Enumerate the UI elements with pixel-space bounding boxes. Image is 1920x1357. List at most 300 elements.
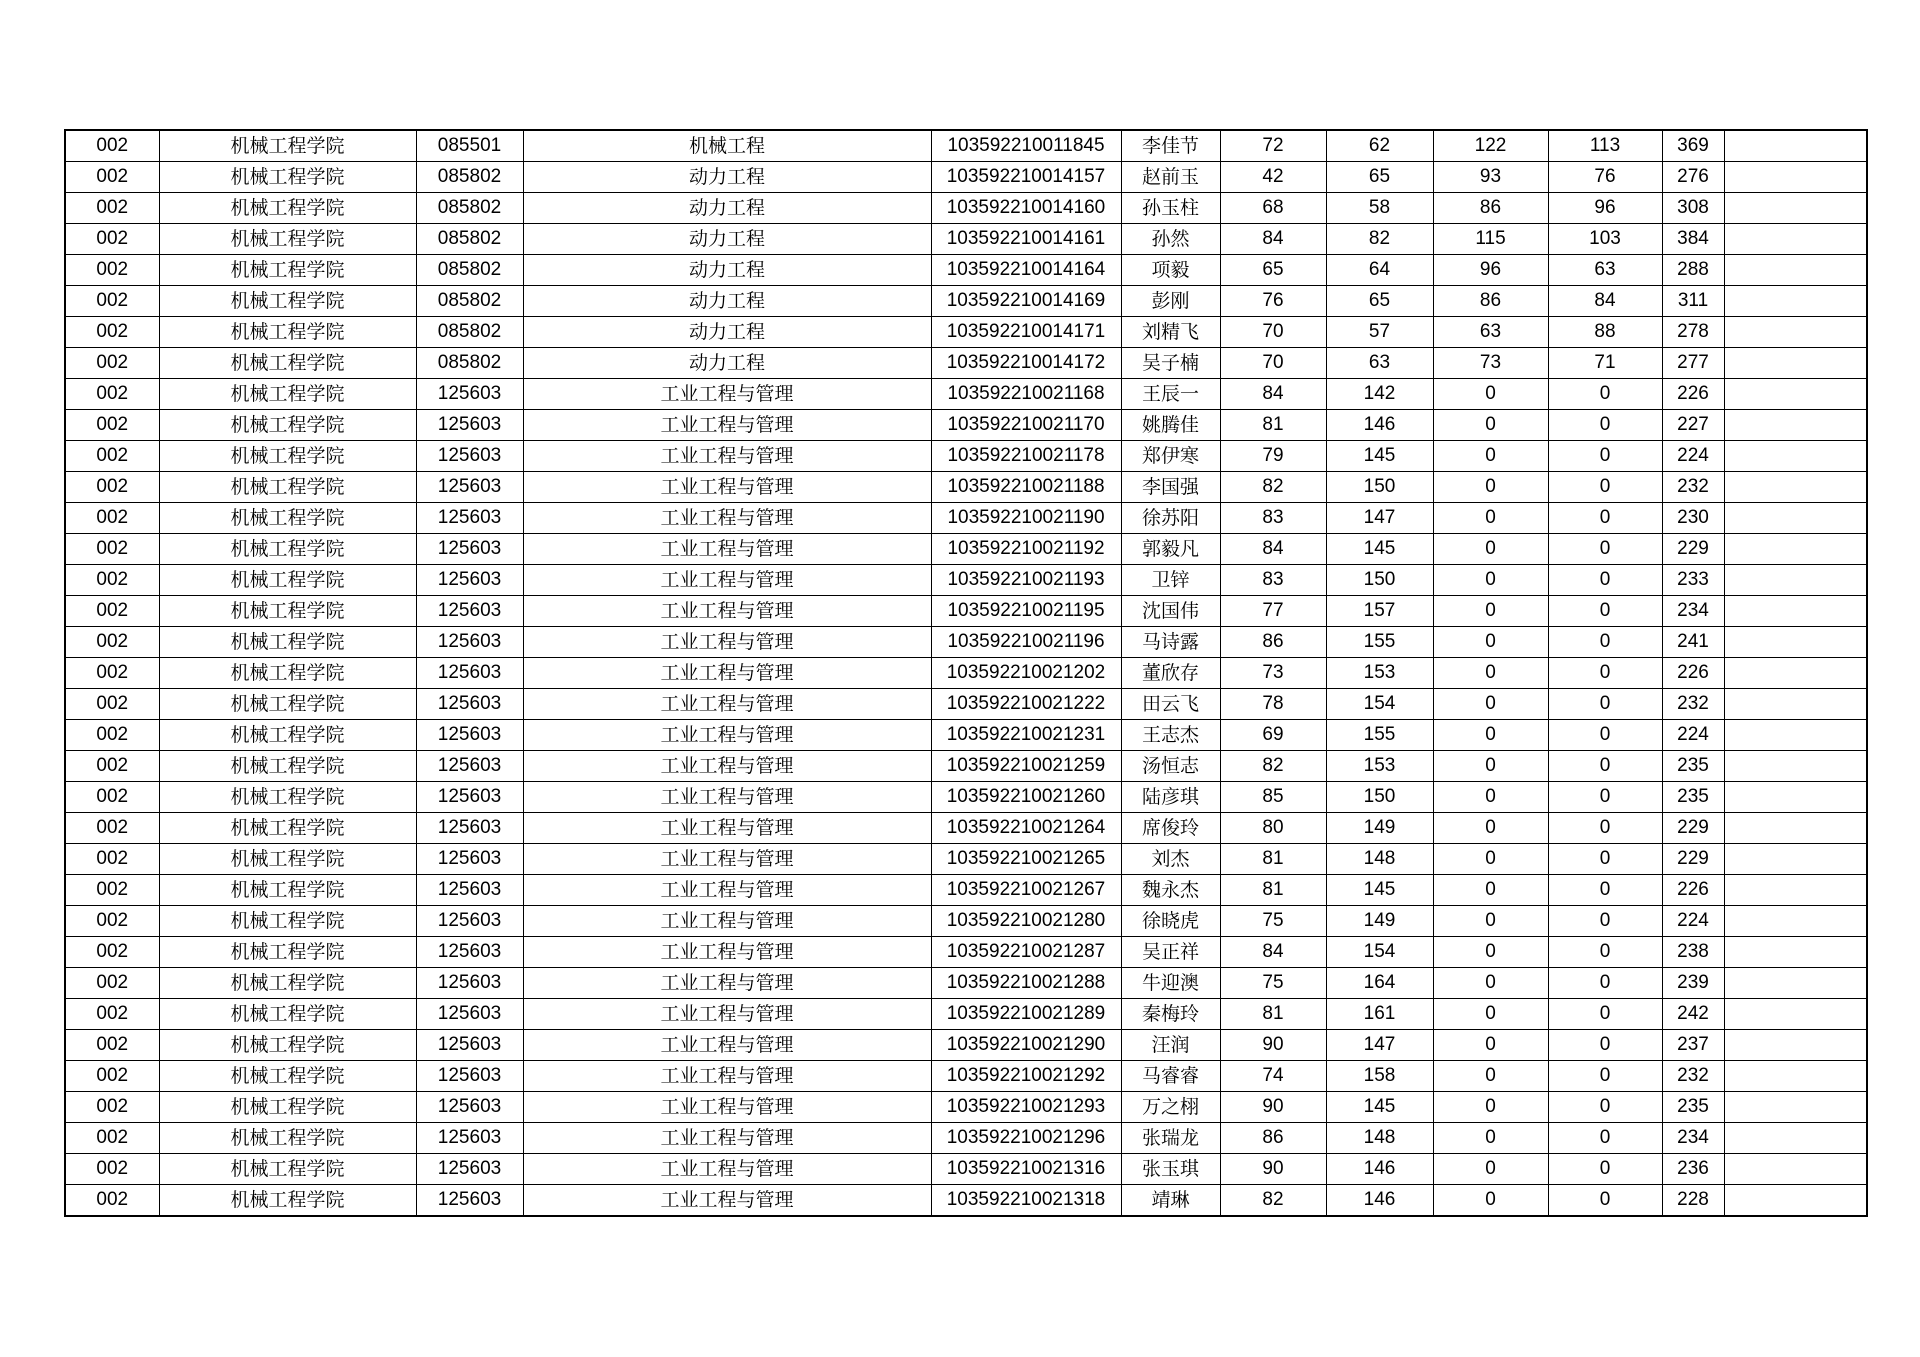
remark-cell <box>1724 720 1867 751</box>
table-row <box>65 1030 1867 1061</box>
score-politics-cell: 84 <box>1220 379 1326 410</box>
remark-cell <box>1724 782 1867 813</box>
score-politics-cell: 69 <box>1220 720 1326 751</box>
remark-cell <box>1724 1030 1867 1061</box>
major-code-cell: 125603 <box>416 627 523 658</box>
exam-id-cell: 103592210014172 <box>931 348 1121 379</box>
score-politics-cell: 90 <box>1220 1154 1326 1185</box>
score-foreign-language-cell: 58 <box>1326 193 1433 224</box>
remark-cell <box>1724 1123 1867 1154</box>
major-name-cell: 工业工程与管理 <box>523 1030 931 1061</box>
total-score-cell: 232 <box>1662 1061 1724 1092</box>
unit-code-cell: 002 <box>65 658 159 689</box>
score-course-1-cell: 0 <box>1433 782 1548 813</box>
score-course-1-cell: 0 <box>1433 689 1548 720</box>
score-foreign-language-cell: 145 <box>1326 534 1433 565</box>
unit-code-cell: 002 <box>65 286 159 317</box>
total-score-cell: 308 <box>1662 193 1724 224</box>
score-course-2-cell: 84 <box>1548 286 1662 317</box>
student-name-cell: 郑伊寒 <box>1121 441 1220 472</box>
score-course-2-cell: 0 <box>1548 813 1662 844</box>
remark-cell <box>1724 130 1867 162</box>
score-course-1-cell: 0 <box>1433 596 1548 627</box>
major-code-cell: 125603 <box>416 1092 523 1123</box>
unit-code-cell: 002 <box>65 875 159 906</box>
student-name-cell: 王辰一 <box>1121 379 1220 410</box>
major-name-cell: 动力工程 <box>523 286 931 317</box>
score-politics-cell: 74 <box>1220 1061 1326 1092</box>
score-course-2-cell: 0 <box>1548 379 1662 410</box>
major-name-cell: 工业工程与管理 <box>523 658 931 689</box>
exam-id-cell: 103592210021170 <box>931 410 1121 441</box>
college-cell: 机械工程学院 <box>159 906 416 937</box>
score-politics-cell: 75 <box>1220 906 1326 937</box>
unit-code-cell: 002 <box>65 348 159 379</box>
major-name-cell: 工业工程与管理 <box>523 751 931 782</box>
total-score-cell: 233 <box>1662 565 1724 596</box>
table-row <box>65 751 1867 782</box>
major-name-cell: 动力工程 <box>523 255 931 286</box>
major-code-cell: 085802 <box>416 317 523 348</box>
student-name-cell: 董欣存 <box>1121 658 1220 689</box>
total-score-cell: 237 <box>1662 1030 1724 1061</box>
major-code-cell: 125603 <box>416 472 523 503</box>
student-name-cell: 秦梅玲 <box>1121 999 1220 1030</box>
major-name-cell: 工业工程与管理 <box>523 968 931 999</box>
score-foreign-language-cell: 150 <box>1326 565 1433 596</box>
remark-cell <box>1724 999 1867 1030</box>
score-politics-cell: 70 <box>1220 348 1326 379</box>
student-name-cell: 张玉琪 <box>1121 1154 1220 1185</box>
total-score-cell: 234 <box>1662 1123 1724 1154</box>
score-foreign-language-cell: 150 <box>1326 782 1433 813</box>
major-code-cell: 125603 <box>416 565 523 596</box>
exam-id-cell: 103592210021178 <box>931 441 1121 472</box>
score-course-1-cell: 0 <box>1433 844 1548 875</box>
college-cell: 机械工程学院 <box>159 286 416 317</box>
score-foreign-language-cell: 150 <box>1326 472 1433 503</box>
college-cell: 机械工程学院 <box>159 1092 416 1123</box>
major-name-cell: 工业工程与管理 <box>523 906 931 937</box>
unit-code-cell: 002 <box>65 193 159 224</box>
table-row <box>65 813 1867 844</box>
table-row <box>65 410 1867 441</box>
score-politics-cell: 83 <box>1220 503 1326 534</box>
major-name-cell: 工业工程与管理 <box>523 875 931 906</box>
major-name-cell: 工业工程与管理 <box>523 596 931 627</box>
total-score-cell: 236 <box>1662 1154 1724 1185</box>
score-course-1-cell: 122 <box>1433 130 1548 162</box>
student-name-cell: 席俊玲 <box>1121 813 1220 844</box>
major-code-cell: 125603 <box>416 689 523 720</box>
unit-code-cell: 002 <box>65 162 159 193</box>
college-cell: 机械工程学院 <box>159 1123 416 1154</box>
score-politics-cell: 81 <box>1220 999 1326 1030</box>
major-name-cell: 工业工程与管理 <box>523 1092 931 1123</box>
table-row <box>65 627 1867 658</box>
student-name-cell: 靖琳 <box>1121 1185 1220 1217</box>
score-course-2-cell: 0 <box>1548 441 1662 472</box>
college-cell: 机械工程学院 <box>159 130 416 162</box>
score-course-2-cell: 103 <box>1548 224 1662 255</box>
student-name-cell: 徐苏阳 <box>1121 503 1220 534</box>
score-course-2-cell: 0 <box>1548 1030 1662 1061</box>
score-course-2-cell: 0 <box>1548 1154 1662 1185</box>
remark-cell <box>1724 162 1867 193</box>
score-course-1-cell: 93 <box>1433 162 1548 193</box>
student-name-cell: 田云飞 <box>1121 689 1220 720</box>
table-row <box>65 348 1867 379</box>
score-course-2-cell: 0 <box>1548 503 1662 534</box>
table-row <box>65 130 1867 162</box>
unit-code-cell: 002 <box>65 1185 159 1217</box>
college-cell: 机械工程学院 <box>159 968 416 999</box>
remark-cell <box>1724 534 1867 565</box>
college-cell: 机械工程学院 <box>159 379 416 410</box>
score-foreign-language-cell: 154 <box>1326 689 1433 720</box>
score-course-1-cell: 0 <box>1433 937 1548 968</box>
score-course-2-cell: 0 <box>1548 968 1662 999</box>
table-row <box>65 720 1867 751</box>
exam-id-cell: 103592210014157 <box>931 162 1121 193</box>
score-course-1-cell: 0 <box>1433 1154 1548 1185</box>
major-code-cell: 125603 <box>416 875 523 906</box>
exam-id-cell: 103592210021264 <box>931 813 1121 844</box>
score-foreign-language-cell: 155 <box>1326 627 1433 658</box>
unit-code-cell: 002 <box>65 1092 159 1123</box>
score-course-2-cell: 88 <box>1548 317 1662 348</box>
score-table-body <box>65 130 1867 1216</box>
score-course-2-cell: 76 <box>1548 162 1662 193</box>
college-cell: 机械工程学院 <box>159 875 416 906</box>
remark-cell <box>1724 1154 1867 1185</box>
major-code-cell: 125603 <box>416 441 523 472</box>
remark-cell <box>1724 937 1867 968</box>
score-course-1-cell: 0 <box>1433 534 1548 565</box>
remark-cell <box>1724 379 1867 410</box>
total-score-cell: 229 <box>1662 813 1724 844</box>
score-politics-cell: 82 <box>1220 751 1326 782</box>
major-name-cell: 工业工程与管理 <box>523 1185 931 1217</box>
remark-cell <box>1724 875 1867 906</box>
unit-code-cell: 002 <box>65 720 159 751</box>
score-course-2-cell: 0 <box>1548 1092 1662 1123</box>
major-name-cell: 工业工程与管理 <box>523 844 931 875</box>
college-cell: 机械工程学院 <box>159 596 416 627</box>
college-cell: 机械工程学院 <box>159 534 416 565</box>
exam-id-cell: 103592210021222 <box>931 689 1121 720</box>
major-code-cell: 125603 <box>416 844 523 875</box>
score-foreign-language-cell: 146 <box>1326 1185 1433 1217</box>
score-course-2-cell: 0 <box>1548 1123 1662 1154</box>
score-course-2-cell: 0 <box>1548 658 1662 689</box>
college-cell: 机械工程学院 <box>159 348 416 379</box>
college-cell: 机械工程学院 <box>159 844 416 875</box>
score-course-2-cell: 0 <box>1548 906 1662 937</box>
student-name-cell: 姚腾佳 <box>1121 410 1220 441</box>
major-code-cell: 125603 <box>416 596 523 627</box>
score-politics-cell: 77 <box>1220 596 1326 627</box>
table-row <box>65 689 1867 720</box>
major-code-cell: 125603 <box>416 658 523 689</box>
major-name-cell: 工业工程与管理 <box>523 1154 931 1185</box>
exam-id-cell: 103592210021293 <box>931 1092 1121 1123</box>
exam-id-cell: 103592210021193 <box>931 565 1121 596</box>
score-course-1-cell: 0 <box>1433 1185 1548 1217</box>
table-row <box>65 503 1867 534</box>
score-course-2-cell: 0 <box>1548 472 1662 503</box>
total-score-cell: 224 <box>1662 720 1724 751</box>
student-name-cell: 彭刚 <box>1121 286 1220 317</box>
remark-cell <box>1724 627 1867 658</box>
score-course-1-cell: 0 <box>1433 503 1548 534</box>
remark-cell <box>1724 224 1867 255</box>
college-cell: 机械工程学院 <box>159 565 416 596</box>
total-score-cell: 229 <box>1662 844 1724 875</box>
college-cell: 机械工程学院 <box>159 658 416 689</box>
total-score-cell: 278 <box>1662 317 1724 348</box>
major-code-cell: 125603 <box>416 379 523 410</box>
score-foreign-language-cell: 63 <box>1326 348 1433 379</box>
major-code-cell: 085802 <box>416 193 523 224</box>
remark-cell <box>1724 286 1867 317</box>
score-course-1-cell: 96 <box>1433 255 1548 286</box>
unit-code-cell: 002 <box>65 472 159 503</box>
score-foreign-language-cell: 149 <box>1326 906 1433 937</box>
table-row <box>65 999 1867 1030</box>
total-score-cell: 226 <box>1662 658 1724 689</box>
score-course-1-cell: 0 <box>1433 999 1548 1030</box>
exam-id-cell: 103592210021231 <box>931 720 1121 751</box>
score-politics-cell: 80 <box>1220 813 1326 844</box>
table-row <box>65 255 1867 286</box>
student-name-cell: 卫锌 <box>1121 565 1220 596</box>
unit-code-cell: 002 <box>65 813 159 844</box>
total-score-cell: 242 <box>1662 999 1724 1030</box>
unit-code-cell: 002 <box>65 1154 159 1185</box>
score-foreign-language-cell: 155 <box>1326 720 1433 751</box>
total-score-cell: 224 <box>1662 906 1724 937</box>
student-name-cell: 李国强 <box>1121 472 1220 503</box>
major-code-cell: 125603 <box>416 751 523 782</box>
table-row <box>65 875 1867 906</box>
major-code-cell: 125603 <box>416 720 523 751</box>
unit-code-cell: 002 <box>65 565 159 596</box>
total-score-cell: 228 <box>1662 1185 1724 1217</box>
college-cell: 机械工程学院 <box>159 193 416 224</box>
score-politics-cell: 73 <box>1220 658 1326 689</box>
score-foreign-language-cell: 149 <box>1326 813 1433 844</box>
total-score-cell: 227 <box>1662 410 1724 441</box>
total-score-cell: 241 <box>1662 627 1724 658</box>
student-name-cell: 万之栩 <box>1121 1092 1220 1123</box>
student-name-cell: 魏永杰 <box>1121 875 1220 906</box>
major-code-cell: 125603 <box>416 1154 523 1185</box>
student-name-cell: 刘杰 <box>1121 844 1220 875</box>
student-name-cell: 王志杰 <box>1121 720 1220 751</box>
exam-id-cell: 103592210021292 <box>931 1061 1121 1092</box>
total-score-cell: 226 <box>1662 379 1724 410</box>
unit-code-cell: 002 <box>65 534 159 565</box>
score-course-1-cell: 0 <box>1433 441 1548 472</box>
score-foreign-language-cell: 82 <box>1326 224 1433 255</box>
score-course-2-cell: 63 <box>1548 255 1662 286</box>
student-name-cell: 徐晓虎 <box>1121 906 1220 937</box>
student-name-cell: 孙玉柱 <box>1121 193 1220 224</box>
major-code-cell: 125603 <box>416 782 523 813</box>
unit-code-cell: 002 <box>65 937 159 968</box>
college-cell: 机械工程学院 <box>159 441 416 472</box>
remark-cell <box>1724 472 1867 503</box>
exam-id-cell: 103592210021318 <box>931 1185 1121 1217</box>
college-cell: 机械工程学院 <box>159 720 416 751</box>
table-row <box>65 317 1867 348</box>
table-row <box>65 379 1867 410</box>
exam-id-cell: 103592210021289 <box>931 999 1121 1030</box>
score-course-2-cell: 0 <box>1548 689 1662 720</box>
score-course-1-cell: 0 <box>1433 1123 1548 1154</box>
score-politics-cell: 85 <box>1220 782 1326 813</box>
college-cell: 机械工程学院 <box>159 627 416 658</box>
total-score-cell: 277 <box>1662 348 1724 379</box>
score-course-2-cell: 0 <box>1548 596 1662 627</box>
score-course-1-cell: 0 <box>1433 565 1548 596</box>
exam-id-cell: 103592210021195 <box>931 596 1121 627</box>
score-course-2-cell: 0 <box>1548 1061 1662 1092</box>
score-course-1-cell: 0 <box>1433 875 1548 906</box>
unit-code-cell: 002 <box>65 844 159 875</box>
major-name-cell: 动力工程 <box>523 224 931 255</box>
score-foreign-language-cell: 147 <box>1326 503 1433 534</box>
major-name-cell: 动力工程 <box>523 162 931 193</box>
score-course-2-cell: 96 <box>1548 193 1662 224</box>
table-row <box>65 1185 1867 1217</box>
score-course-1-cell: 0 <box>1433 751 1548 782</box>
score-foreign-language-cell: 147 <box>1326 1030 1433 1061</box>
unit-code-cell: 002 <box>65 596 159 627</box>
major-name-cell: 工业工程与管理 <box>523 379 931 410</box>
score-foreign-language-cell: 65 <box>1326 162 1433 193</box>
table-row <box>65 968 1867 999</box>
remark-cell <box>1724 565 1867 596</box>
score-politics-cell: 70 <box>1220 317 1326 348</box>
score-course-1-cell: 73 <box>1433 348 1548 379</box>
score-foreign-language-cell: 148 <box>1326 1123 1433 1154</box>
remark-cell <box>1724 813 1867 844</box>
table-row <box>65 472 1867 503</box>
remark-cell <box>1724 844 1867 875</box>
unit-code-cell: 002 <box>65 751 159 782</box>
exam-id-cell: 103592210021192 <box>931 534 1121 565</box>
score-politics-cell: 84 <box>1220 937 1326 968</box>
remark-cell <box>1724 255 1867 286</box>
college-cell: 机械工程学院 <box>159 751 416 782</box>
score-course-2-cell: 0 <box>1548 534 1662 565</box>
exam-id-cell: 103592210021259 <box>931 751 1121 782</box>
score-politics-cell: 81 <box>1220 875 1326 906</box>
remark-cell <box>1724 503 1867 534</box>
college-cell: 机械工程学院 <box>159 503 416 534</box>
score-foreign-language-cell: 64 <box>1326 255 1433 286</box>
exam-id-cell: 103592210014161 <box>931 224 1121 255</box>
unit-code-cell: 002 <box>65 1030 159 1061</box>
score-politics-cell: 84 <box>1220 534 1326 565</box>
score-politics-cell: 68 <box>1220 193 1326 224</box>
student-name-cell: 郭毅凡 <box>1121 534 1220 565</box>
score-foreign-language-cell: 146 <box>1326 410 1433 441</box>
total-score-cell: 384 <box>1662 224 1724 255</box>
major-name-cell: 机械工程 <box>523 130 931 162</box>
total-score-cell: 288 <box>1662 255 1724 286</box>
major-name-cell: 工业工程与管理 <box>523 689 931 720</box>
remark-cell <box>1724 751 1867 782</box>
score-course-2-cell: 0 <box>1548 627 1662 658</box>
score-table <box>64 129 1868 1217</box>
total-score-cell: 238 <box>1662 937 1724 968</box>
score-foreign-language-cell: 145 <box>1326 875 1433 906</box>
major-code-cell: 125603 <box>416 1061 523 1092</box>
unit-code-cell: 002 <box>65 999 159 1030</box>
college-cell: 机械工程学院 <box>159 1154 416 1185</box>
major-code-cell: 085802 <box>416 348 523 379</box>
college-cell: 机械工程学院 <box>159 813 416 844</box>
major-name-cell: 工业工程与管理 <box>523 565 931 596</box>
unit-code-cell: 002 <box>65 410 159 441</box>
exam-id-cell: 103592210021267 <box>931 875 1121 906</box>
score-foreign-language-cell: 164 <box>1326 968 1433 999</box>
remark-cell <box>1724 1185 1867 1217</box>
table-row <box>65 1092 1867 1123</box>
total-score-cell: 369 <box>1662 130 1724 162</box>
total-score-cell: 229 <box>1662 534 1724 565</box>
total-score-cell: 234 <box>1662 596 1724 627</box>
major-name-cell: 工业工程与管理 <box>523 441 931 472</box>
unit-code-cell: 002 <box>65 782 159 813</box>
remark-cell <box>1724 1061 1867 1092</box>
score-course-2-cell: 0 <box>1548 720 1662 751</box>
total-score-cell: 226 <box>1662 875 1724 906</box>
major-code-cell: 125603 <box>416 1123 523 1154</box>
exam-id-cell: 103592210021280 <box>931 906 1121 937</box>
college-cell: 机械工程学院 <box>159 224 416 255</box>
college-cell: 机械工程学院 <box>159 1061 416 1092</box>
total-score-cell: 311 <box>1662 286 1724 317</box>
unit-code-cell: 002 <box>65 627 159 658</box>
major-code-cell: 085501 <box>416 130 523 162</box>
exam-id-cell: 103592210021290 <box>931 1030 1121 1061</box>
major-name-cell: 工业工程与管理 <box>523 999 931 1030</box>
score-course-2-cell: 0 <box>1548 410 1662 441</box>
table-row <box>65 658 1867 689</box>
score-politics-cell: 42 <box>1220 162 1326 193</box>
exam-id-cell: 103592210021288 <box>931 968 1121 999</box>
remark-cell <box>1724 658 1867 689</box>
major-code-cell: 085802 <box>416 224 523 255</box>
score-course-1-cell: 0 <box>1433 968 1548 999</box>
student-name-cell: 马诗露 <box>1121 627 1220 658</box>
score-foreign-language-cell: 161 <box>1326 999 1433 1030</box>
unit-code-cell: 002 <box>65 1061 159 1092</box>
table-row <box>65 193 1867 224</box>
unit-code-cell: 002 <box>65 906 159 937</box>
total-score-cell: 239 <box>1662 968 1724 999</box>
student-name-cell: 牛迎澳 <box>1121 968 1220 999</box>
remark-cell <box>1724 596 1867 627</box>
student-name-cell: 吴子楠 <box>1121 348 1220 379</box>
score-politics-cell: 82 <box>1220 1185 1326 1217</box>
table-row <box>65 1154 1867 1185</box>
exam-id-cell: 103592210021265 <box>931 844 1121 875</box>
